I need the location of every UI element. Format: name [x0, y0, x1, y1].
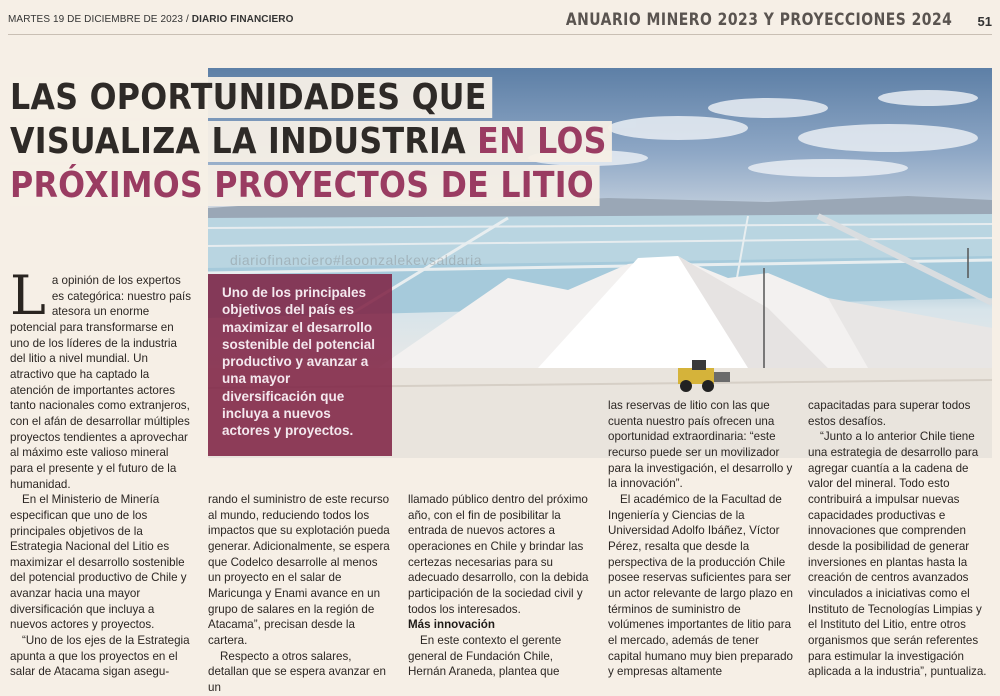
col5-paragraph-1: capacitadas para superar todos estos desafíos.	[808, 399, 971, 428]
col2-paragraph-1: rando el suministro de este recurso al mundo, reduciendo todos los impactos que su explotación pueda generar. Adicionalmente, se espera que Codelco desarrolle al menos un proyecto en el salar de Maricunga y Enami avance en un grupo de salares en la región de Atacama”, precisan desde la cartera.	[208, 493, 390, 647]
col1-paragraph-1: a opinión de los expertos es categórica: nuestro país atesora un enorme potencial para transformarse en uno de los líderes de la industria del litio a nivel mundial. Un atractivo que ha captado la atención de importantes actores tanto nacionales como extranjeros, con el afán de desarrollar múltiples proyectos tendientes a aprovechar al máximo este valioso mineral para el presente y el futuro de la humanidad.	[10, 274, 192, 491]
article-column-1	[10, 264, 194, 680]
article-column-5	[808, 398, 992, 680]
col1-paragraph-3: “Uno de los ejes de la Estrategia apunta a que los proyectos en el salar de Atacama sigan asegu-	[10, 634, 190, 679]
article-column-3	[408, 492, 594, 680]
col4-paragraph-2: El académico de la Facultad de Ingeniería y Ciencias de la Universidad Adolfo Ibáñez, Víctor Pérez, resalta que desde la perspectiva de la producción Chile posee reservas suficientes para ser un actor relevante de largo plazo en términos de suministro de volúmenes importantes de litio para el mercado, además de tener capital humano muy bien preparado y empresas altamente	[608, 492, 793, 679]
title-line-2-dark: VISUALIZA LA INDUSTRIA	[10, 121, 478, 162]
col2-paragraph-2: Respecto a otros salares, detallan que se espera avanzar en un	[208, 649, 386, 694]
pull-quote-text: Uno de los principales objetivos del país es maximizar el desarrollo sostenible del potencial productivo y avanzar a una mayor diversificación que incluya a nuevos actores y proyectos.	[222, 285, 376, 439]
header-separator: /	[183, 14, 192, 25]
article-column-2	[208, 492, 392, 696]
drop-cap: L	[10, 264, 46, 327]
watermark: diariofinanciero#laoonzalekevsaldaria	[230, 252, 482, 268]
section-subhead: Más innovación	[408, 618, 495, 632]
col5-paragraph-2: “Junto a lo anterior Chile tiene una estrategia de desarrollo para agregar cuantía a la cadena de valor del mineral. Todo esto contribuirá a impulsar nuevas capacidades productivas e innovaciones que comprenden desde la posibilidad de generar inversiones en plantas hasta la creación de centros avanzados vinculados a iniciativas como el Instituto de Tecnologías Limpias y el Instituto del Litio, entre otros organismos que serán referentes para estimular la investigación aplicada a la industria”, puntualiza.	[808, 430, 987, 679]
header-section: ANUARIO MINERO 2023 Y PROYECCIONES 2024	[565, 10, 952, 30]
col4-paragraph-1: las reservas de litio con las que cuenta nuestro país ofrecen una oportunidad extraordinaria: “este recurso puede ser un movilizador para la investigación, el desarrollo y la innovación”.	[608, 399, 793, 491]
header-publication: DIARIO FINANCIERO	[191, 14, 294, 25]
page-number: 51	[977, 14, 992, 29]
article-column-4	[608, 398, 794, 680]
header-date: MARTES 19 DE DICIEMBRE DE 2023	[8, 14, 184, 25]
title-line-2-accent: EN LOS	[477, 121, 607, 162]
col3-paragraph-1: llamado público dentro del próximo año, con el fin de posibilitar la entrada de nuevos actores a operaciones en Chile y brindar las certezas necesarias para su adecuado desarrollo, con la debida participación de la sociedad civil y todos los interesados.	[408, 493, 589, 616]
col1-paragraph-2: En el Ministerio de Minería especifican que uno de los principales objetivos de la Estrategia Nacional del Litio es maximizar el desarrollo sostenible del potencial productivo de Chile y avanzar hacia una mayor diversificación que incluya a nuevos actores y proyectos.	[10, 493, 187, 632]
header-divider	[8, 34, 992, 35]
title-line-3: PRÓXIMOS PROYECTOS DE LITIO	[10, 165, 599, 206]
title-line-1: LAS OPORTUNIDADES QUE	[10, 77, 492, 118]
pull-quote	[208, 274, 392, 456]
col3-paragraph-2: En este contexto el gerente general de Fundación Chile, Hernán Araneda, plantea que	[408, 633, 562, 679]
header-dateline	[8, 14, 293, 25]
article-title	[10, 76, 694, 208]
